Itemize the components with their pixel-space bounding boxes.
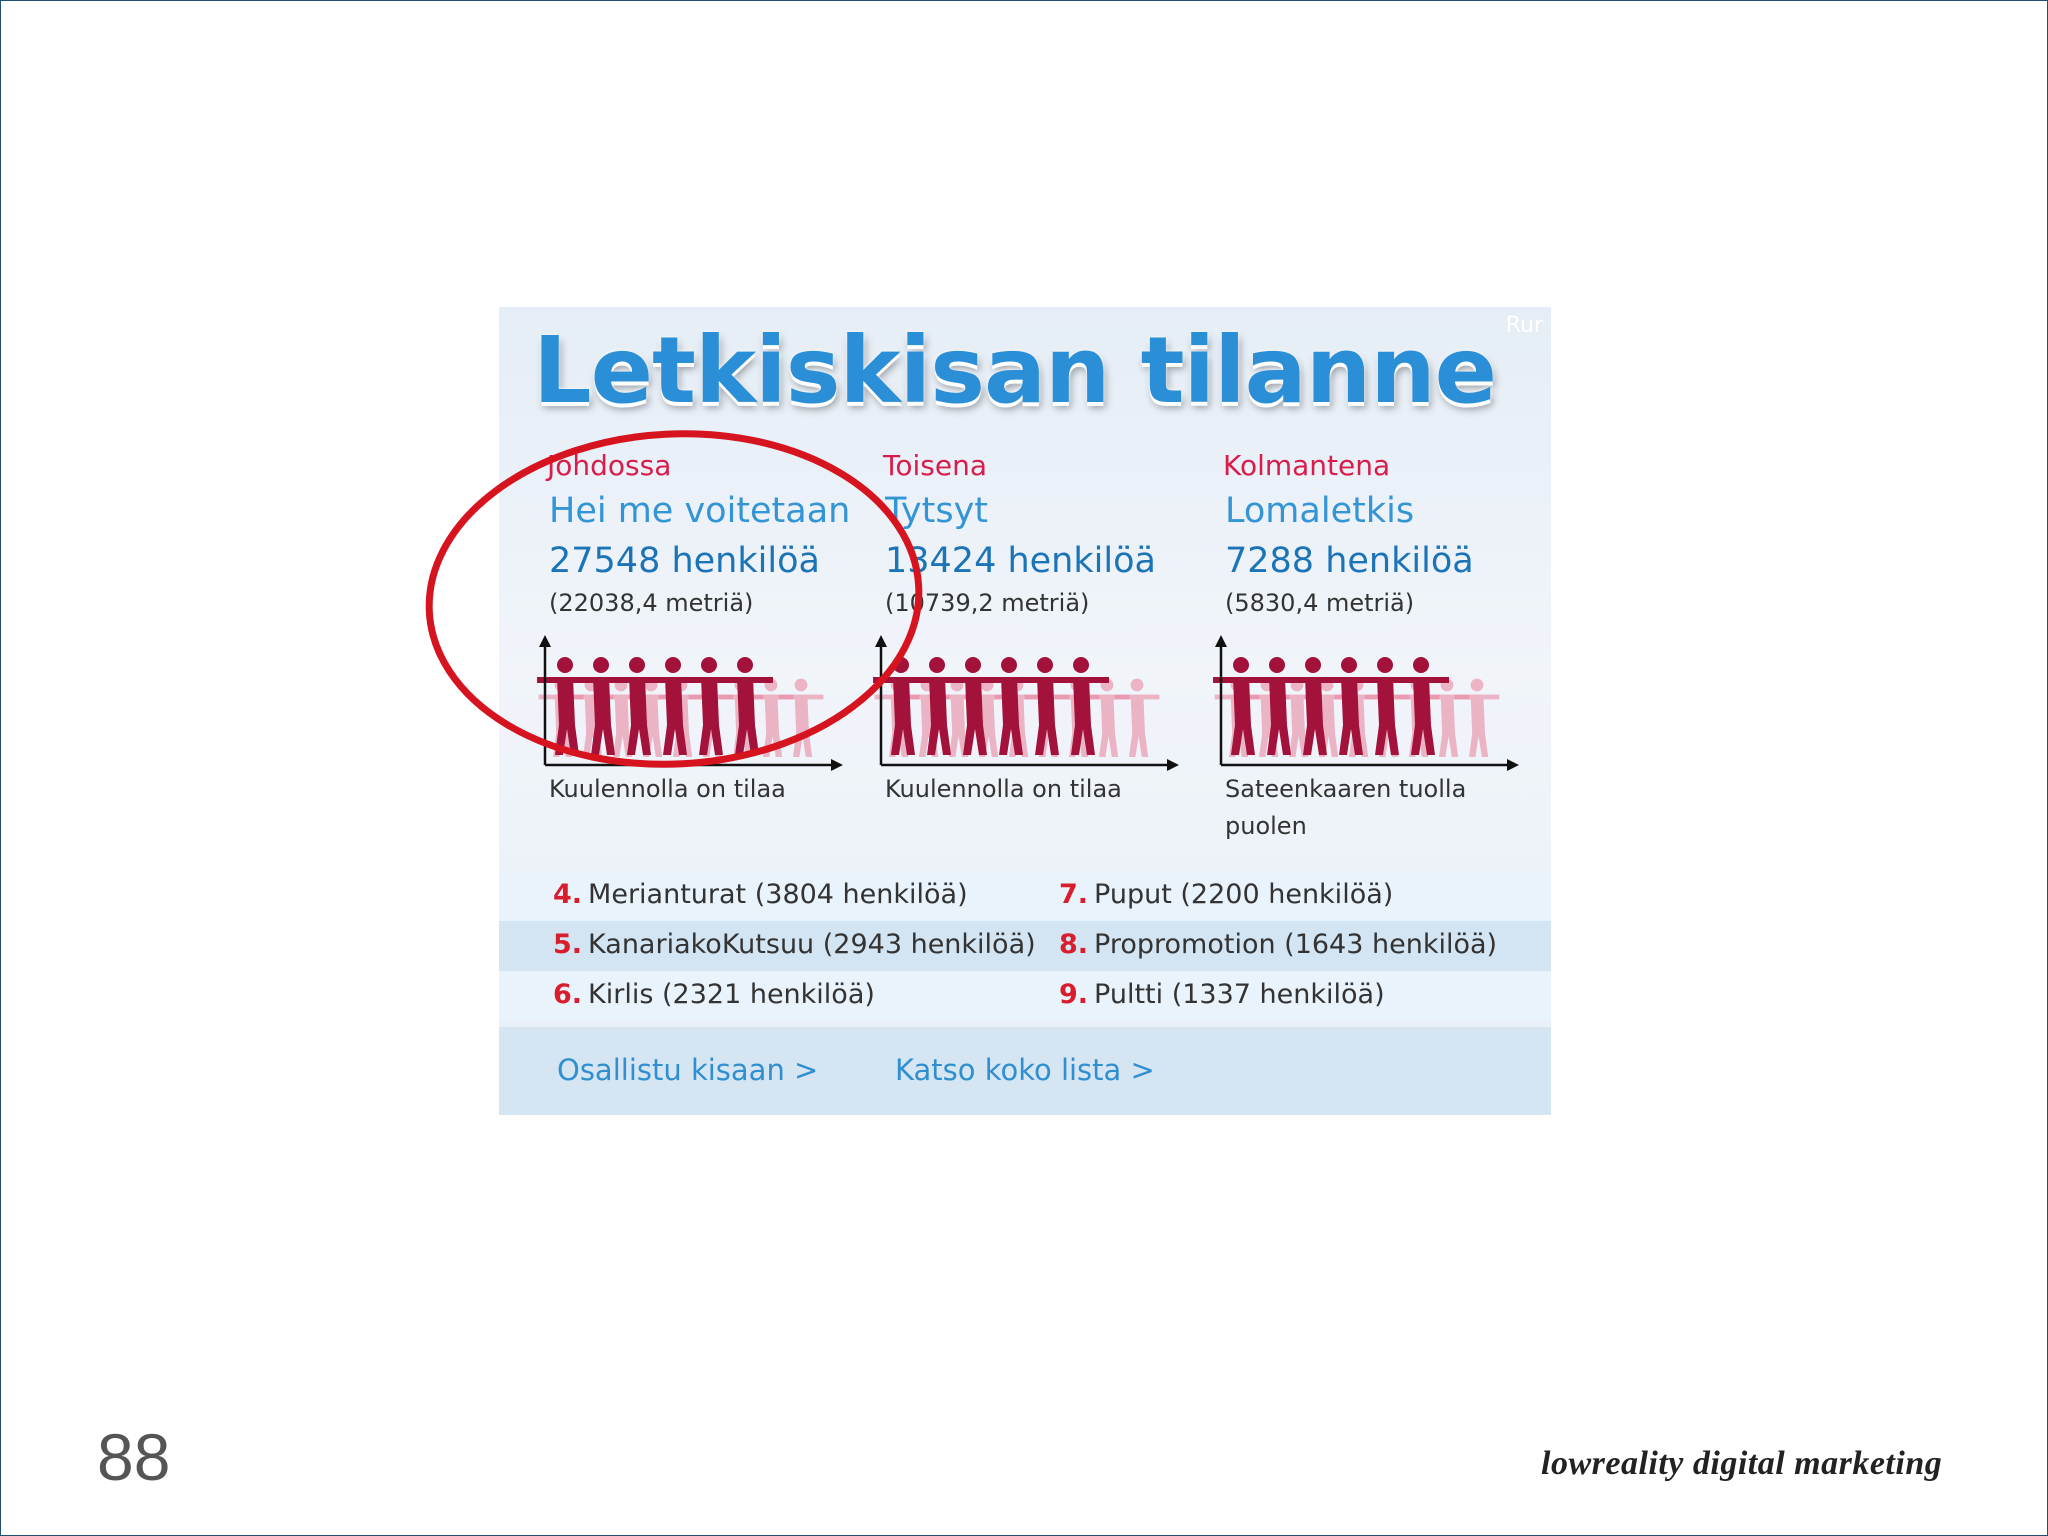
list-item[interactable] <box>1059 879 1393 910</box>
team-entry: Pultti (1337 henkilöä) <box>1094 979 1385 1010</box>
team-entry: Puput (2200 henkilöä) <box>1094 879 1394 910</box>
x-axis-arrow <box>831 759 843 771</box>
y-axis-arrow <box>539 635 551 647</box>
widget-footer <box>499 1027 1551 1115</box>
rank-number: 8. <box>1059 929 1089 960</box>
leader-third[interactable] <box>1209 449 1539 840</box>
song-caption: Kuulennolla on tilaa <box>885 775 1122 803</box>
leader-second[interactable] <box>869 449 1199 809</box>
widget-title: Letkiskisan tilanne <box>533 317 1497 424</box>
dancer-figure <box>717 657 773 755</box>
rank-number: 4. <box>553 879 583 910</box>
participant-count: 27548 henkilöä <box>549 541 820 581</box>
team-entry: Merianturat (3804 henkilöä) <box>588 879 968 910</box>
ranking-list <box>499 871 1551 1021</box>
dancer-figure <box>779 679 824 757</box>
participant-count: 7288 henkilöä <box>1225 541 1474 581</box>
x-axis-arrow <box>1167 759 1179 771</box>
team-entry: Kirlis (2321 henkilöä) <box>588 979 875 1010</box>
rank-number: 7. <box>1059 879 1089 910</box>
list-row <box>499 871 1551 921</box>
list-item[interactable] <box>553 979 875 1010</box>
dancers-chart <box>533 635 853 775</box>
dancer-figure <box>1393 657 1449 755</box>
corner-label: Rur <box>1505 313 1543 338</box>
brand-signature: lowreality digital marketing <box>1541 1445 1943 1482</box>
list-row <box>499 971 1551 1021</box>
rank-label: Toisena <box>883 449 987 482</box>
team-entry: KanariakoKutsuu (2943 henkilöä) <box>588 929 1036 960</box>
rank-label: Johdossa <box>547 449 672 482</box>
team-name[interactable]: Lomaletkis <box>1225 491 1415 531</box>
list-item[interactable] <box>553 879 968 910</box>
rank-number: 5. <box>553 929 583 960</box>
list-row <box>499 921 1551 971</box>
slide-number: 88 <box>97 1420 171 1494</box>
length-meters: (10739,2 metriä) <box>885 589 1090 617</box>
rank-number: 9. <box>1059 979 1089 1010</box>
team-name[interactable]: Tytsyt <box>885 491 989 531</box>
length-meters: (22038,4 metriä) <box>549 589 754 617</box>
join-contest-link[interactable]: Osallistu kisaan > <box>557 1053 819 1087</box>
dancer-figure <box>1053 657 1109 755</box>
list-item[interactable] <box>1059 979 1385 1010</box>
participant-count: 13424 henkilöä <box>885 541 1156 581</box>
full-list-link[interactable]: Katso koko lista > <box>895 1053 1155 1087</box>
dancers-chart <box>1209 635 1529 775</box>
dancer-figure <box>1115 679 1160 757</box>
dancer-figure <box>1455 679 1500 757</box>
length-meters: (5830,4 metriä) <box>1225 589 1415 617</box>
list-item[interactable] <box>1059 929 1497 960</box>
dancers-chart <box>869 635 1189 775</box>
x-axis-arrow <box>1507 759 1519 771</box>
team-name[interactable]: Hei me voitetaan <box>549 491 851 531</box>
contest-standings-widget <box>499 307 1551 1115</box>
list-item[interactable] <box>553 929 1036 960</box>
y-axis-arrow <box>1215 635 1227 647</box>
y-axis-arrow <box>875 635 887 647</box>
song-caption: Kuulennolla on tilaa <box>549 775 786 803</box>
rank-number: 6. <box>553 979 583 1010</box>
song-caption: Sateenkaaren tuolla puolen <box>1225 775 1467 840</box>
leader-first[interactable] <box>533 449 863 809</box>
team-entry: Propromotion (1643 henkilöä) <box>1094 929 1498 960</box>
rank-label: Kolmantena <box>1223 449 1391 482</box>
